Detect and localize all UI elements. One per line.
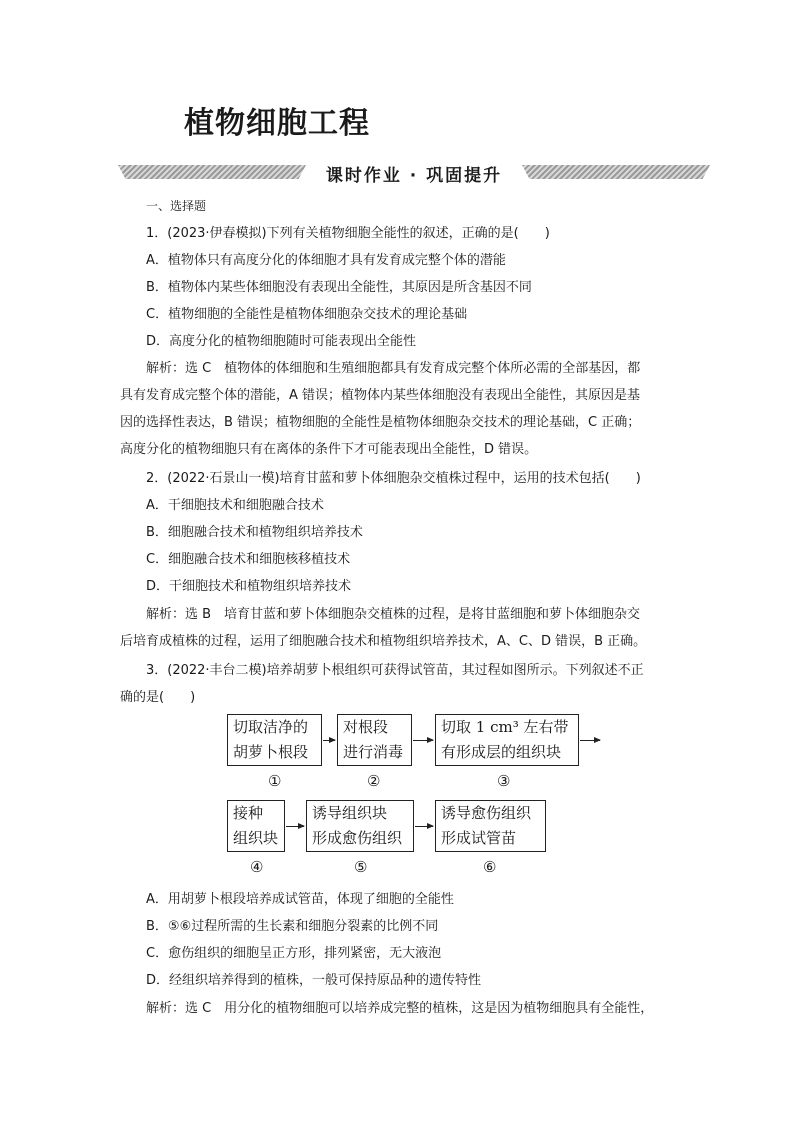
q1-option-b: B．植物体内某些体细胞没有表现出全能性，其原因是所含基因不同 (146, 280, 532, 295)
banner-right-stripe (522, 165, 710, 179)
q1-option-c: C．植物细胞的全能性是植物体细胞杂交技术的理论基础 (146, 307, 468, 322)
flow-step-3-number: ③ (497, 772, 511, 790)
flow-step-5-number: ⑤ (354, 858, 368, 876)
flow-arrow (580, 740, 600, 741)
q1-analysis-line: 因的选择性表达，B 错误；植物细胞的全能性是植物体细胞杂交技术的理论基础，C 正确； (120, 415, 641, 430)
flow-arrow (286, 826, 304, 827)
section-banner (118, 161, 710, 185)
q3-analysis-line: 解析：选 C 用分化的植物细胞可以培养成完整的植株，这是因为植物细胞具有全能性， (146, 1001, 654, 1016)
flow-arrow (415, 826, 433, 827)
q3-option-a: A．用胡萝卜根段培养成试管苗，体现了细胞的全能性 (146, 892, 454, 907)
q1-option-a: A．植物体只有高度分化的体细胞才具有发育成完整个体的潜能 (146, 253, 506, 268)
banner-text: 课时作业 · 巩固提升 (325, 166, 503, 186)
q2-analysis-line: 解析：选 B 培育甘蓝和萝卜体细胞杂交植株的过程，是将甘蓝细胞和萝卜体细胞杂交 (146, 607, 641, 622)
flow-step-2-number: ② (367, 772, 381, 790)
q1-analysis-line: 解析：选 C 植物体的体细胞和生殖细胞都具有发育成完整个体所必需的全部基因，都 (146, 361, 641, 376)
flow-step-2-box: 对根段 进行消毒 (337, 714, 412, 766)
section-heading: 一、选择题 (146, 199, 207, 213)
q2-option-b: B．细胞融合技术和植物组织培养技术 (146, 525, 363, 540)
q3-option-b: B．⑤⑥过程所需的生长素和细胞分裂素的比例不同 (146, 919, 439, 934)
q3-option-d: D．经组织培养得到的植株，一般可保持原品种的遗传特性 (146, 973, 482, 988)
q2-stem: 2．(2022·石景山一模)培育甘蓝和萝卜体细胞杂交植株过程中，运用的技术包括( ) (146, 471, 641, 486)
q2-option-a: A．干细胞技术和细胞融合技术 (146, 498, 324, 513)
q1-stem: 1．(2023·伊春模拟)下列有关植物细胞全能性的叙述，正确的是( ) (146, 226, 550, 241)
q3-stem-cont: 确的是( ) (120, 690, 196, 705)
q2-option-d: D．干细胞技术和植物组织培养技术 (146, 579, 352, 594)
q1-option-d: D．高度分化的植物细胞随时可能表现出全能性 (146, 334, 417, 349)
banner-left-stripe (118, 165, 306, 179)
q1-analysis-line: 具有发育成完整个体的潜能，A 错误；植物体内某些体细胞没有表现出全能性，其原因是基 (120, 388, 641, 403)
flow-step-6-number: ⑥ (483, 858, 497, 876)
q3-stem: 3．(2022·丰台二模)培养胡萝卜根组织可获得试管苗，其过程如图所示。下列叙述不正 (146, 663, 644, 678)
flow-step-1-box: 切取洁净的 胡萝卜根段 (227, 714, 322, 766)
flow-arrow (413, 740, 433, 741)
flow-step-3-box: 切取 1 cm³ 左右带 有形成层的组织块 (435, 714, 579, 766)
q1-analysis-line: 高度分化的植物细胞只有在离体的条件下才可能表现出全能性，D 错误。 (120, 442, 538, 457)
page-title: 植物细胞工程 (184, 106, 370, 141)
flow-step-1-number: ① (268, 772, 282, 790)
q3-option-c: C．愈伤组织的细胞呈正方形，排列紧密，无大液泡 (146, 946, 442, 961)
flow-step-5-box: 诱导组织块 形成愈伤组织 (306, 800, 414, 852)
flow-step-6-box: 诱导愈伤组织 形成试管苗 (435, 800, 546, 852)
q2-option-c: C．细胞融合技术和细胞核移植技术 (146, 552, 351, 567)
flow-arrow (323, 740, 335, 741)
q2-analysis-line: 后培育成植株的过程，运用了细胞融合技术和植物组织培养技术，A、C、D 错误，B 正确。 (120, 634, 647, 649)
flow-step-4-box: 接种 组织块 (227, 800, 285, 852)
flow-step-4-number: ④ (250, 858, 264, 876)
